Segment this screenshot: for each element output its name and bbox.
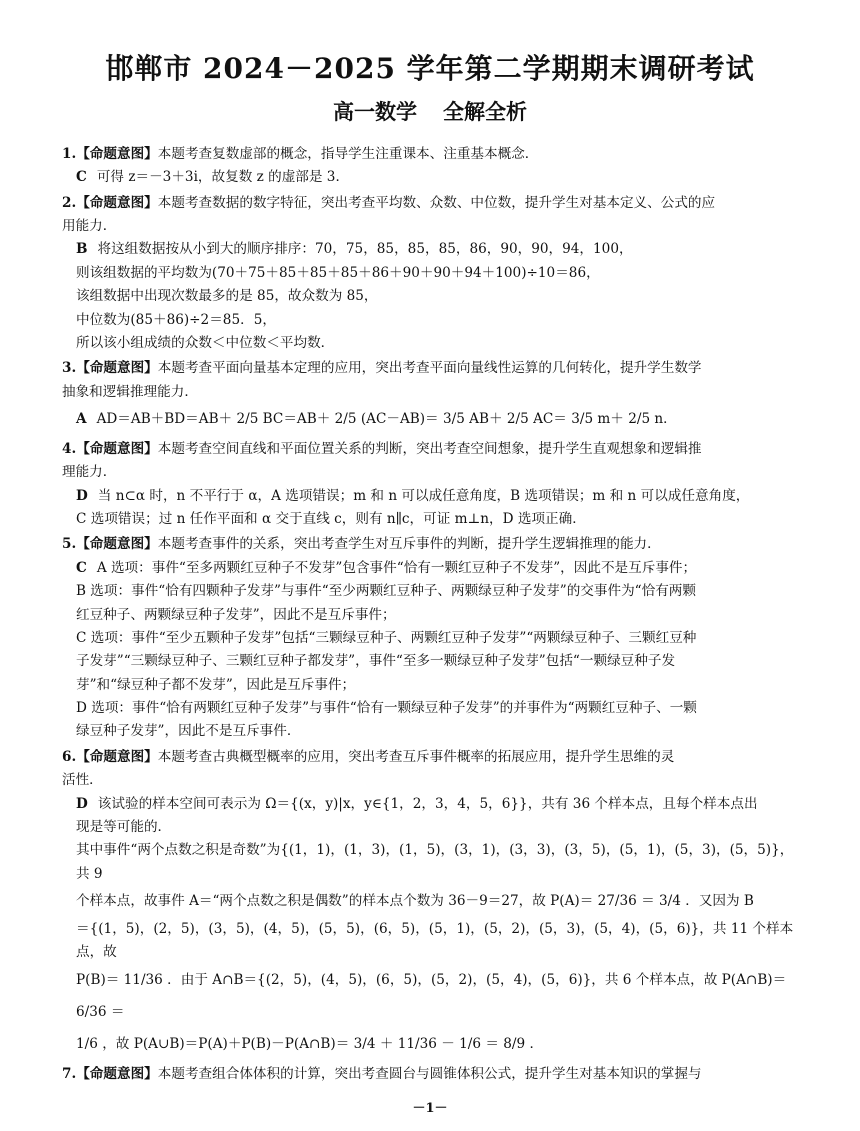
solution-line: D 选项：事件“恰有两颗红豆种子发芽”与事件“恰有一颗绿豆种子发芽”的并事件为“两颗红豆种子、一颗 — [76, 700, 697, 717]
analysis-label: 全解全析 — [443, 98, 527, 124]
intent-continuation: 抽象和逻辑推理能力． — [62, 383, 198, 400]
intent-tag: 【命题意图】 — [76, 360, 158, 377]
subject-label: 高一数学 — [333, 98, 417, 124]
question-number: 6. — [62, 748, 77, 765]
solution-line: 1/6 ，故 P(A∪B)＝P(A)＋P(B)－P(A∩B)＝ 3/4 ＋ 11/36 － 1/6 ＝ 8/9 ． — [76, 1035, 544, 1052]
vector-equation: AD＝AB＋BD＝AB＋ 2/5 BC＝AB＋ 2/5 (AC－AB)＝ 3/5 AB＋ 2/5 AC＝ 3/5 m＋ 2/5 n． — [96, 411, 677, 428]
intent-text: 本题考查数据的数字特征，突出考查平均数、众数、中位数，提升学生对基本定义、公式的应 — [157, 194, 716, 211]
intent-tag: 【命题意图】 — [76, 145, 158, 162]
solution-line: 该试验的样本空间可表示为 Ω＝{(x，y)|x，y∈{1，2，3，4，5，6}}，共有 36 个样本点，且每个样本点出 — [97, 795, 758, 812]
solution-line: C 选项错误；过 n 任作平面和 α 交于直线 c，则有 n∥c，可证 m⊥n，D 选项正确． — [76, 511, 586, 528]
intent-tag: 【命题意图】 — [76, 194, 158, 211]
solution-line: 中位数为(85＋86)÷2＝85．5， — [76, 311, 276, 328]
page-number: －1－ — [412, 1101, 448, 1116]
question-number: 5. — [62, 536, 77, 553]
solution-line: 子发芽”“三颗绿豆种子、三颗红豆种子都发芽”，事件“至多一颗绿豆种子发芽”包括“一颗绿豆种子发 — [76, 653, 676, 670]
answer-choice: A — [76, 411, 87, 428]
solution-line: ＝{(1，5)，(2，5)，(3，5)，(4，5)，(5，5)，(6，5)，(5，1)，(5，2)，(5，3)，(5，4)，(5，6)}，共 11 个样本点，故 — [76, 921, 794, 961]
intent-tag: 【命题意图】 — [76, 440, 158, 457]
question-number: 3. — [62, 360, 77, 377]
question-5 — [62, 533, 798, 743]
document-title: 邯郸市 2024－2025 学年第二学期期末调研考试 — [105, 52, 755, 85]
question-number: 2. — [62, 194, 77, 211]
question-number: 4. — [62, 440, 77, 457]
solution-line: A 选项：事件“至多两颗红豆种子不发芽”包含事件“恰有一颗红豆种子不发芽”，因此不是互斥事件； — [96, 559, 697, 576]
question-number: 1. — [62, 145, 77, 162]
intent-text: 本题考查空间直线和平面位置关系的判断，突出考查空间想象，提升学生直观想象和逻辑推 — [157, 440, 702, 457]
solution-line: 绿豆种子发芽”，因此不是互斥事件． — [76, 723, 301, 740]
intent-text: 本题考查古典概型概率的应用，突出考查互斥事件概率的拓展应用，提升学生思维的灵 — [157, 748, 675, 765]
solution-line: P(B)＝ 11/36 ．由于 A∩B＝{(2，5)，(4，5)，(6，5)，(5，2)，(5，4)，(5，6)}，共 6 个样本点，故 P(A∩B)＝ 6/36 ＝ — [76, 971, 787, 1020]
solution-line: 个样本点，故事件 A＝“两个点数之积是偶数”的样本点个数为 36－9＝27，故 P(A)＝ 27/36 ＝ 3/4 ．又因为 B — [76, 893, 754, 910]
solution-line: 现是等可能的． — [76, 818, 172, 835]
solution-line: 该组数据中出现次数最多的是 85，故众数为 85， — [76, 288, 378, 305]
intent-text: 本题考查平面向量基本定理的应用，突出考查平面向量线性运算的几何转化，提升学生数学 — [157, 360, 702, 377]
solution-line: 芽”和“绿豆种子都不发芽”，因此是互斥事件； — [76, 676, 356, 693]
answer-choice: B — [76, 241, 88, 258]
question-6 — [62, 746, 798, 1061]
answer-choice: C — [76, 559, 87, 576]
solution-line: 则该组数据的平均数为(70＋75＋85＋85＋85＋86＋90＋90＋94＋100)÷10＝86， — [76, 264, 600, 281]
answer-choice: D — [76, 487, 88, 504]
solution-line: 所以该小组成绩的众数＜中位数＜平均数． — [76, 334, 335, 351]
question-7 — [62, 1063, 798, 1086]
solution-line: 其中事件“两个点数之积是奇数”为{(1，1)，(1，3)，(1，5)，(3，1)，(3，3)，(3，5)，(5，1)，(5，3)，(5，5)}，共 9 — [76, 842, 794, 882]
intent-continuation: 理能力． — [62, 464, 117, 481]
intent-continuation: 用能力． — [62, 218, 117, 235]
solution-line: 可得 z＝－3＋3i，故复数 z 的虚部是 3． — [96, 169, 350, 186]
document-subtitle — [62, 98, 798, 125]
solution-line: 将这组数据按从小到大的顺序排序：70，75，85，85，85，86，90，90，94，100， — [97, 241, 633, 258]
answer-choice: D — [76, 795, 88, 812]
intent-tag: 【命题意图】 — [76, 1065, 158, 1082]
solution-line: B 选项：事件“恰有四颗种子发芽”与事件“至少两颗红豆种子、两颗绿豆种子发芽”的交事件为“恰有两颗 — [76, 583, 696, 600]
intent-text: 本题考查组合体体积的计算，突出考查圆台与圆锥体积公式，提升学生对基本知识的掌握与 — [157, 1065, 702, 1082]
answer-choice: C — [76, 169, 87, 186]
question-2 — [62, 192, 798, 356]
solution-line: 当 n⊂α 时，n 不平行于 α，A 选项错误；m 和 n 可以成任意角度，B 选项错误；m 和 n 可以成任意角度， — [97, 487, 750, 504]
question-3 — [62, 357, 798, 436]
intent-tag: 【命题意图】 — [76, 748, 158, 765]
question-4 — [62, 438, 798, 532]
solution-line: 红豆种子、两颗绿豆种子发芽”，因此不是互斥事件； — [76, 606, 396, 623]
intent-text: 本题考查复数虚部的概念，指导学生注重课本、注重基本概念． — [157, 145, 539, 162]
question-number: 7. — [62, 1065, 77, 1082]
intent-text: 本题考查事件的关系，突出考查学生对互斥事件的判断，提升学生逻辑推理的能力． — [157, 536, 661, 553]
question-1 — [62, 143, 798, 190]
intent-continuation: 活性． — [62, 772, 103, 789]
solution-line: C 选项：事件“至少五颗种子发芽”包括“三颗绿豆种子、两颗红豆种子发芽”“两颗绿豆种子、三颗红豆种 — [76, 629, 697, 646]
intent-tag: 【命题意图】 — [76, 536, 158, 553]
